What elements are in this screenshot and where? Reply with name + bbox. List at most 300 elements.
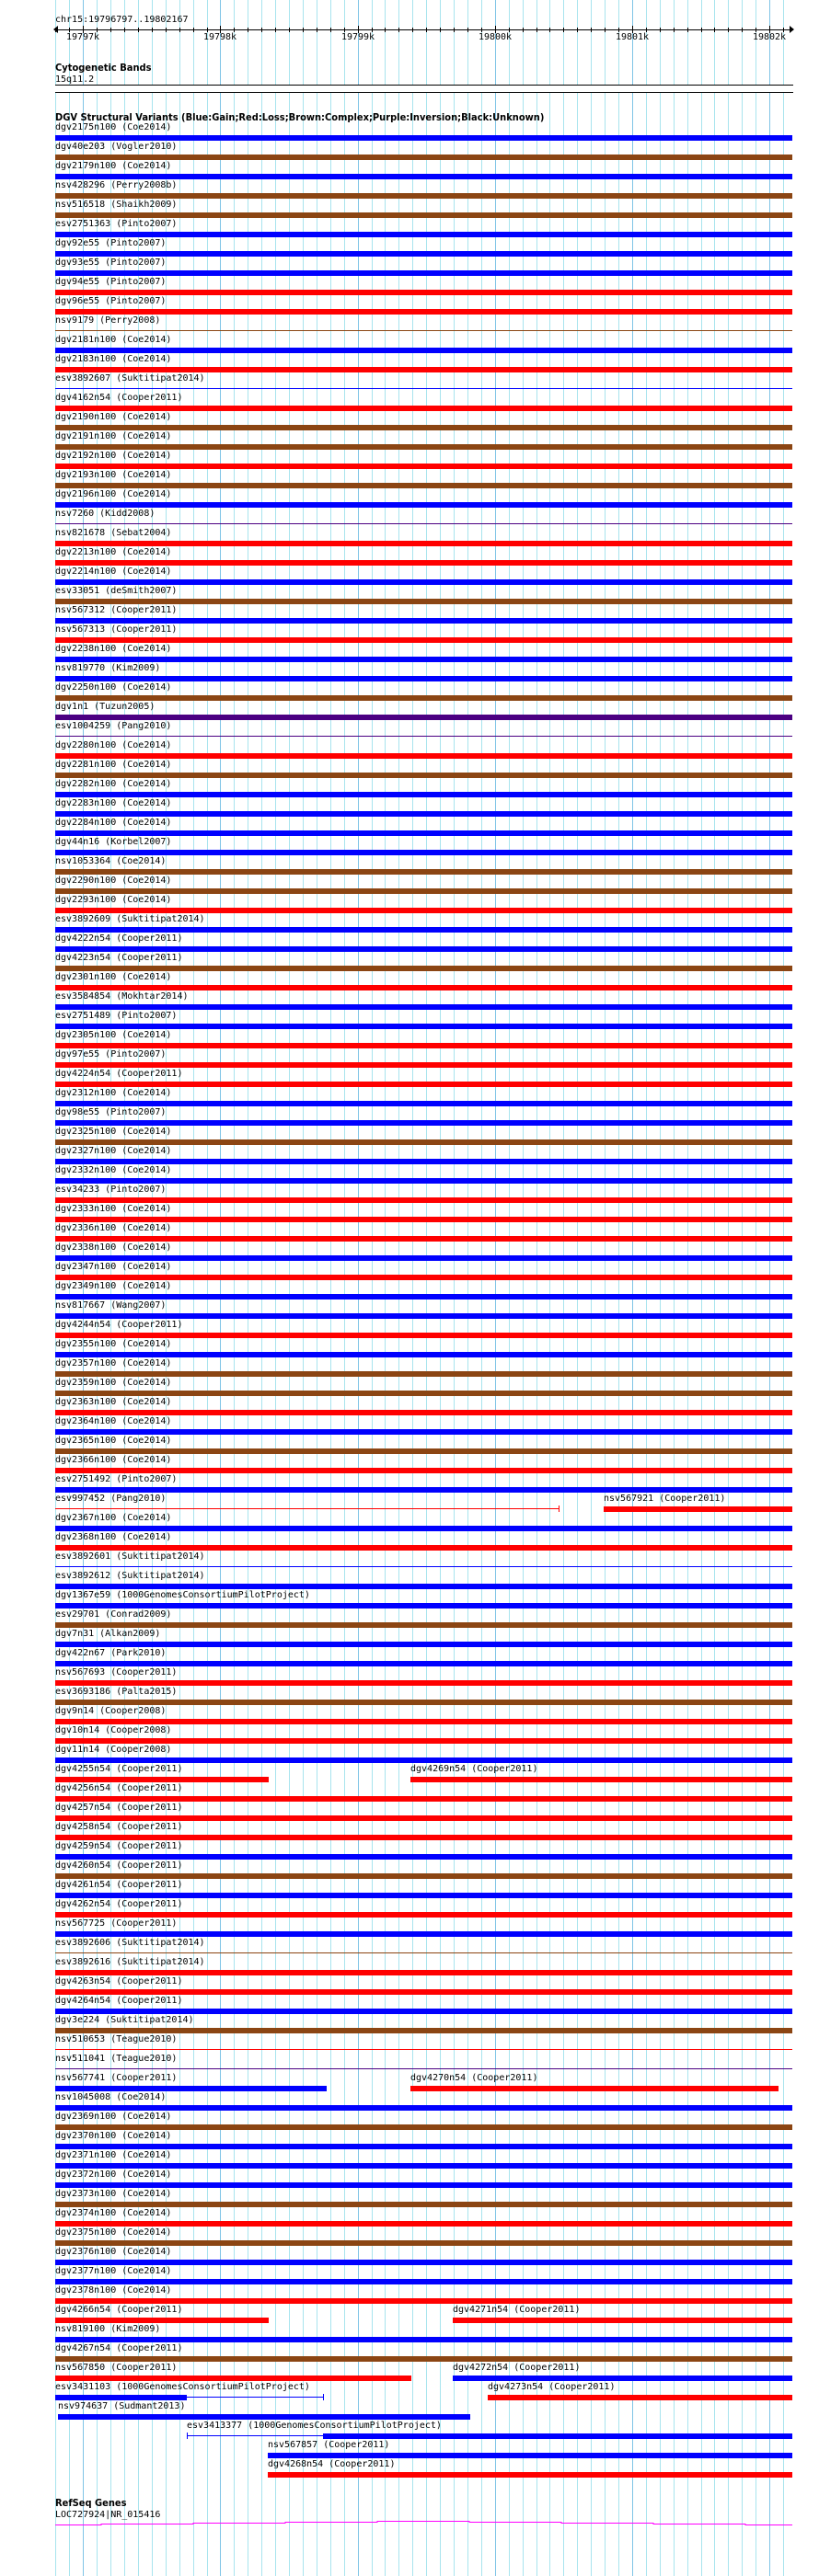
variant-bar[interactable] xyxy=(55,155,792,160)
variant-bar[interactable] xyxy=(55,444,792,450)
variant-label[interactable]: nsv567725 (Cooper2011) xyxy=(55,1918,178,1929)
variant-bar[interactable] xyxy=(55,792,792,797)
variant-bar[interactable] xyxy=(55,1796,792,1802)
variant-bar[interactable] xyxy=(55,232,792,237)
variant-label[interactable]: nsv819770 (Kim2009) xyxy=(55,663,161,673)
variant-label[interactable]: dgv4269n54 (Cooper2011) xyxy=(410,1764,538,1774)
variant-label[interactable]: dgv2370n100 (Coe2014) xyxy=(55,2131,172,2141)
dgv-track-row xyxy=(0,586,819,605)
variant-label[interactable]: nsv1053364 (Coe2014) xyxy=(55,856,167,866)
variant-label[interactable]: dgv4255n54 (Cooper2011) xyxy=(55,1764,183,1774)
variant-label[interactable]: dgv2357n100 (Coe2014) xyxy=(55,1358,172,1368)
refseq-gene-label[interactable]: LOC727924|NR_015416 xyxy=(55,2510,161,2520)
variant-label[interactable]: dgv2378n100 (Coe2014) xyxy=(55,2285,172,2296)
variant-bar[interactable] xyxy=(55,579,792,585)
variant-bar[interactable] xyxy=(55,464,792,469)
variant-bar[interactable] xyxy=(55,869,792,875)
variant-bar[interactable] xyxy=(453,2376,792,2381)
variant-bar[interactable] xyxy=(55,2009,792,2014)
variant-label[interactable]: dgv2374n100 (Coe2014) xyxy=(55,2208,172,2218)
variant-label[interactable]: dgv4258n54 (Cooper2011) xyxy=(55,1822,183,1832)
variant-bar[interactable] xyxy=(55,2298,792,2304)
variant-bar[interactable] xyxy=(55,2105,792,2111)
variant-label[interactable]: esv3693186 (Palta2015) xyxy=(55,1687,178,1697)
variant-bar[interactable] xyxy=(55,773,792,778)
dgv-track-row xyxy=(0,142,819,161)
variant-bar[interactable] xyxy=(55,1139,792,1145)
variant-label[interactable]: nsv974637 (Sudmant2013) xyxy=(58,2401,186,2411)
variant-label[interactable]: dgv2282n100 (Coe2014) xyxy=(55,779,172,789)
dgv-track-row xyxy=(0,1551,819,1571)
variant-label[interactable]: esv3584854 (Mokhtar2014) xyxy=(55,991,189,1002)
variant-label[interactable]: dgv2336n100 (Coe2014) xyxy=(55,1223,172,1233)
variant-bar[interactable] xyxy=(55,1333,792,1338)
dgv-track-row xyxy=(0,972,819,991)
variant-label[interactable]: dgv2327n100 (Coe2014) xyxy=(55,1146,172,1156)
variant-label[interactable]: dgv2305n100 (Coe2014) xyxy=(55,1030,172,1040)
dgv-track-row xyxy=(0,721,819,740)
variant-label[interactable]: dgv2181n100 (Coe2014) xyxy=(55,335,172,345)
variant-bar[interactable] xyxy=(55,1893,792,1898)
variant-label[interactable]: dgv2193n100 (Coe2014) xyxy=(55,470,172,480)
dgv-track-row xyxy=(0,1822,819,1841)
variant-bar[interactable] xyxy=(55,1313,792,1319)
dgv-track-row xyxy=(0,1532,819,1551)
variant-label[interactable]: esv2751492 (Pinto2007) xyxy=(55,1474,178,1484)
variant-label[interactable]: dgv2238n100 (Coe2014) xyxy=(55,644,172,654)
variant-bar[interactable] xyxy=(55,212,792,218)
variant-label[interactable]: dgv9n14 (Cooper2008) xyxy=(55,1706,167,1716)
variant-bar[interactable] xyxy=(55,637,792,643)
variant-label[interactable]: dgv2290n100 (Coe2014) xyxy=(55,876,172,886)
variant-label[interactable]: dgv2368n100 (Coe2014) xyxy=(55,1532,172,1542)
variant-label[interactable]: dgv2375n100 (Coe2014) xyxy=(55,2227,172,2238)
variant-bar[interactable] xyxy=(55,985,792,990)
variant-label[interactable]: dgv4261n54 (Cooper2011) xyxy=(55,1880,183,1890)
variant-bar[interactable] xyxy=(55,908,792,913)
variant-label[interactable]: dgv4162n54 (Cooper2011) xyxy=(55,393,183,403)
variant-bar[interactable] xyxy=(55,1275,792,1280)
ruler-tick xyxy=(742,28,743,32)
variant-label[interactable]: dgv4256n54 (Cooper2011) xyxy=(55,1783,183,1793)
variant-label[interactable]: nsv567313 (Cooper2011) xyxy=(55,624,178,635)
variant-bar[interactable] xyxy=(55,406,792,411)
variant-line[interactable] xyxy=(55,330,792,331)
variant-label[interactable]: dgv92e55 (Pinto2007) xyxy=(55,238,167,248)
variant-bar[interactable] xyxy=(55,676,792,681)
variant-line[interactable] xyxy=(55,1566,792,1567)
dgv-track-row xyxy=(0,1011,819,1030)
variant-bar[interactable] xyxy=(55,1622,792,1628)
variant-bar[interactable] xyxy=(55,309,792,315)
variant-label[interactable]: dgv97e55 (Pinto2007) xyxy=(55,1049,167,1059)
variant-bar[interactable] xyxy=(55,1873,792,1879)
variant-label[interactable]: dgv2301n100 (Coe2014) xyxy=(55,972,172,982)
variant-bar[interactable] xyxy=(55,1468,792,1473)
variant-bar[interactable] xyxy=(55,1815,792,1821)
variant-label[interactable]: nsv821678 (Sebat2004) xyxy=(55,528,172,538)
variant-label[interactable]: dgv10n14 (Cooper2008) xyxy=(55,1725,172,1735)
variant-label[interactable]: nsv819100 (Kim2009) xyxy=(55,2324,161,2334)
variant-label[interactable]: dgv2293n100 (Coe2014) xyxy=(55,895,172,905)
variant-bar[interactable] xyxy=(323,2433,792,2439)
variant-label[interactable]: dgv11n14 (Cooper2008) xyxy=(55,1745,172,1755)
variant-line[interactable] xyxy=(55,523,792,524)
variant-bar[interactable] xyxy=(55,1680,792,1686)
variant-bar[interactable] xyxy=(55,483,792,488)
variant-bar[interactable] xyxy=(55,2240,792,2246)
variant-bar[interactable] xyxy=(55,1294,792,1299)
variant-label[interactable]: dgv2250n100 (Coe2014) xyxy=(55,682,172,693)
variant-bar[interactable] xyxy=(55,2337,792,2342)
variant-label[interactable]: dgv2364n100 (Coe2014) xyxy=(55,1416,172,1426)
dgv-track-row xyxy=(0,1571,819,1590)
variant-label[interactable]: dgv44n16 (Korbel2007) xyxy=(55,837,172,847)
variant-bar[interactable] xyxy=(604,1506,792,1512)
variant-label[interactable]: dgv2183n100 (Coe2014) xyxy=(55,354,172,364)
variant-line[interactable] xyxy=(55,388,792,389)
variant-label[interactable]: esv2751363 (Pinto2007) xyxy=(55,219,178,229)
variant-label[interactable]: dgv4224n54 (Cooper2011) xyxy=(55,1069,183,1079)
variant-bar[interactable] xyxy=(55,1178,792,1184)
variant-bar[interactable] xyxy=(55,1700,792,1705)
variant-label[interactable]: dgv4260n54 (Cooper2011) xyxy=(55,1860,183,1871)
variant-bar[interactable] xyxy=(55,2028,792,2033)
variant-bar[interactable] xyxy=(55,541,792,546)
variant-label[interactable]: nsv567857 (Cooper2011) xyxy=(268,2440,390,2450)
variant-label[interactable]: dgv2191n100 (Coe2014) xyxy=(55,431,172,441)
variant-bar[interactable] xyxy=(55,1371,792,1377)
variant-label[interactable]: dgv4273n54 (Cooper2011) xyxy=(488,2382,616,2392)
dgv-track-row xyxy=(0,1204,819,1223)
variant-label[interactable]: dgv2369n100 (Coe2014) xyxy=(55,2112,172,2122)
variant-bar[interactable] xyxy=(55,695,792,701)
variant-bar[interactable] xyxy=(55,1719,792,1724)
variant-label[interactable]: esv3431103 (1000GenomesConsortiumPilotProject) xyxy=(55,2382,310,2392)
dgv-track-row xyxy=(0,2208,819,2227)
dgv-track-row xyxy=(0,1416,819,1436)
variant-label[interactable]: esv33051 (deSmith2007) xyxy=(55,586,178,596)
cytoband-band-15q11.2[interactable] xyxy=(55,85,793,93)
variant-label[interactable]: dgv2347n100 (Coe2014) xyxy=(55,1262,172,1272)
variant-label[interactable]: dgv4271n54 (Cooper2011) xyxy=(453,2305,581,2315)
variant-label[interactable]: dgv2214n100 (Coe2014) xyxy=(55,567,172,577)
variant-label[interactable]: nsv1045008 (Coe2014) xyxy=(55,2092,167,2102)
variant-label[interactable]: dgv2213n100 (Coe2014) xyxy=(55,547,172,557)
dgv-track-row xyxy=(0,2092,819,2112)
variant-label[interactable]: dgv2283n100 (Coe2014) xyxy=(55,798,172,808)
variant-label[interactable]: dgv2281n100 (Coe2014) xyxy=(55,760,172,770)
variant-bar[interactable] xyxy=(55,2279,792,2284)
variant-bar[interactable] xyxy=(55,1835,792,1840)
variant-bar[interactable] xyxy=(55,715,792,720)
variant-bar[interactable] xyxy=(55,599,792,604)
variant-label[interactable]: dgv2192n100 (Coe2014) xyxy=(55,451,172,461)
variant-label[interactable]: dgv4259n54 (Cooper2011) xyxy=(55,1841,183,1851)
variant-label[interactable]: dgv4222n54 (Cooper2011) xyxy=(55,933,183,944)
variant-bar[interactable] xyxy=(55,1526,792,1531)
variant-line[interactable] xyxy=(55,1508,559,1509)
variant-bar[interactable] xyxy=(55,966,792,971)
variant-bar[interactable] xyxy=(55,174,792,179)
variant-bar[interactable] xyxy=(55,2318,269,2323)
variant-label[interactable]: dgv4257n54 (Cooper2011) xyxy=(55,1803,183,1813)
variant-bar[interactable] xyxy=(55,1854,792,1860)
variant-bar[interactable] xyxy=(55,1352,792,1357)
variant-label[interactable]: dgv4244n54 (Cooper2011) xyxy=(55,1320,183,1330)
variant-label[interactable]: esv3892616 (Suktitipat2014) xyxy=(55,1957,205,1967)
variant-label[interactable]: nsv9179 (Perry2008) xyxy=(55,315,161,326)
variant-bar[interactable] xyxy=(55,1448,792,1454)
variant-label[interactable]: dgv4267n54 (Cooper2011) xyxy=(55,2343,183,2353)
variant-label[interactable]: esv3892601 (Suktitipat2014) xyxy=(55,1551,205,1562)
variant-label[interactable]: dgv2372n100 (Coe2014) xyxy=(55,2170,172,2180)
variant-bar[interactable] xyxy=(55,1661,792,1666)
variant-label[interactable]: dgv2333n100 (Coe2014) xyxy=(55,1204,172,1214)
variant-bar[interactable] xyxy=(55,1159,792,1164)
variant-bar[interactable] xyxy=(55,1410,792,1415)
variant-bar[interactable] xyxy=(55,830,792,836)
variant-label[interactable]: nsv428296 (Perry2008b) xyxy=(55,180,178,190)
variant-label[interactable]: dgv4223n54 (Cooper2011) xyxy=(55,953,183,963)
variant-label[interactable]: dgv2367n100 (Coe2014) xyxy=(55,1513,172,1523)
dgv-track-row xyxy=(0,412,819,431)
dgv-track-row xyxy=(0,1378,819,1397)
variant-bar[interactable] xyxy=(55,1236,792,1242)
variant-label[interactable]: dgv2349n100 (Coe2014) xyxy=(55,1281,172,1291)
variant-label[interactable]: dgv2359n100 (Coe2014) xyxy=(55,1378,172,1388)
variant-label[interactable]: dgv2325n100 (Coe2014) xyxy=(55,1127,172,1137)
variant-label[interactable]: dgv2190n100 (Coe2014) xyxy=(55,412,172,422)
variant-label[interactable]: esv3892612 (Suktitipat2014) xyxy=(55,1571,205,1581)
variant-label[interactable]: nsv567921 (Cooper2011) xyxy=(604,1494,726,1504)
variant-label[interactable]: dgv4270n54 (Cooper2011) xyxy=(410,2073,538,2083)
coordinate-ruler[interactable] xyxy=(0,0,819,55)
variant-label[interactable]: nsv567850 (Cooper2011) xyxy=(55,2363,178,2373)
variant-label[interactable]: esv3892609 (Suktitipat2014) xyxy=(55,914,205,924)
variant-bar[interactable] xyxy=(55,850,792,855)
refseq-gene-LOC727924[interactable] xyxy=(0,2515,819,2528)
variant-bar[interactable] xyxy=(55,1642,792,1647)
variant-bar[interactable] xyxy=(55,2124,792,2130)
variant-label[interactable]: dgv2338n100 (Coe2014) xyxy=(55,1242,172,1253)
dgv-track-row xyxy=(0,1165,819,1185)
variant-label[interactable]: dgv2312n100 (Coe2014) xyxy=(55,1088,172,1098)
variant-bar[interactable] xyxy=(55,1584,792,1589)
variant-bar[interactable] xyxy=(410,1777,792,1782)
variant-label[interactable]: dgv2373n100 (Coe2014) xyxy=(55,2189,172,2199)
variant-bar[interactable] xyxy=(55,2202,792,2207)
dgv-track-row xyxy=(0,1223,819,1242)
variant-bar[interactable] xyxy=(55,618,792,624)
variant-label[interactable]: nsv567741 (Cooper2011) xyxy=(55,2073,178,2083)
dgv-track-row xyxy=(0,779,819,798)
variant-bar[interactable] xyxy=(55,1043,792,1048)
variant-label[interactable]: dgv2365n100 (Coe2014) xyxy=(55,1436,172,1446)
variant-bar[interactable] xyxy=(55,1101,792,1106)
variant-bar[interactable] xyxy=(453,2318,792,2323)
variant-bar[interactable] xyxy=(55,657,792,662)
variant-line[interactable] xyxy=(55,736,792,737)
variant-label[interactable]: nsv567312 (Cooper2011) xyxy=(55,605,178,615)
variant-bar[interactable] xyxy=(55,2356,792,2362)
variant-bar[interactable] xyxy=(55,251,792,257)
variant-bar[interactable] xyxy=(55,2376,411,2381)
variant-label[interactable]: nsv511041 (Teague2010) xyxy=(55,2054,178,2064)
variant-bar[interactable] xyxy=(55,290,792,295)
variant-label[interactable]: esv3413377 (1000GenomesConsortiumPilotProject) xyxy=(187,2421,442,2431)
variant-label[interactable]: dgv1n1 (Tuzun2005) xyxy=(55,702,156,712)
variant-label[interactable]: dgv3e224 (Suktitipat2014) xyxy=(55,2015,194,2025)
variant-label[interactable]: dgv4272n54 (Cooper2011) xyxy=(453,2363,581,2373)
variant-label[interactable]: dgv93e55 (Pinto2007) xyxy=(55,258,167,268)
variant-bar[interactable] xyxy=(55,1970,792,1975)
variant-label[interactable]: dgv2284n100 (Coe2014) xyxy=(55,818,172,828)
variant-bar[interactable] xyxy=(410,2086,779,2091)
variant-bar[interactable] xyxy=(55,502,792,508)
variant-bar[interactable] xyxy=(55,193,792,199)
variant-label[interactable]: dgv2332n100 (Coe2014) xyxy=(55,1165,172,1175)
variant-bar[interactable] xyxy=(55,927,792,933)
variant-bar[interactable] xyxy=(55,1024,792,1029)
variant-bar[interactable] xyxy=(55,811,792,817)
dgv-track-row xyxy=(0,1764,819,1783)
variant-bar[interactable] xyxy=(55,2144,792,2149)
variant-label[interactable]: dgv7n31 (Alkan2009) xyxy=(55,1629,161,1639)
variant-bar[interactable] xyxy=(268,2472,792,2478)
variant-label[interactable]: dgv4263n54 (Cooper2011) xyxy=(55,1976,183,1986)
dgv-track-row xyxy=(0,1358,819,1378)
variant-label[interactable]: dgv4268n54 (Cooper2011) xyxy=(268,2459,396,2469)
variant-bar[interactable] xyxy=(58,2414,470,2420)
variant-bar[interactable] xyxy=(268,2453,792,2458)
variant-label[interactable]: dgv4266n54 (Cooper2011) xyxy=(55,2305,183,2315)
variant-bar[interactable] xyxy=(55,270,792,276)
variant-start-tick xyxy=(187,2433,188,2439)
variant-bar[interactable] xyxy=(55,2260,792,2265)
variant-line[interactable] xyxy=(55,2068,792,2069)
location-label: chr15:19796797..19802167 xyxy=(55,15,189,25)
variant-label[interactable]: esv997452 (Pang2010) xyxy=(55,1494,167,1504)
variant-label[interactable]: dgv2355n100 (Coe2014) xyxy=(55,1339,172,1349)
variant-bar[interactable] xyxy=(55,1217,792,1222)
dgv-track-row xyxy=(0,1629,819,1648)
variant-label[interactable]: dgv4262n54 (Cooper2011) xyxy=(55,1899,183,1909)
variant-label[interactable]: esv3892607 (Suktitipat2014) xyxy=(55,373,205,384)
variant-bar[interactable] xyxy=(55,1738,792,1744)
variant-bar[interactable] xyxy=(55,1004,792,1010)
variant-bar[interactable] xyxy=(55,1989,792,1995)
variant-bar[interactable] xyxy=(55,1757,792,1763)
dgv-track-row xyxy=(0,2324,819,2343)
variant-label[interactable]: dgv94e55 (Pinto2007) xyxy=(55,277,167,287)
variant-label[interactable]: dgv2363n100 (Coe2014) xyxy=(55,1397,172,1407)
variant-bar[interactable] xyxy=(55,367,792,372)
variant-line[interactable] xyxy=(55,1952,792,1953)
variant-bar[interactable] xyxy=(55,1603,792,1609)
variant-label[interactable]: nsv510653 (Teague2010) xyxy=(55,2034,178,2044)
dgv-track-row xyxy=(0,644,819,663)
variant-label[interactable]: dgv2280n100 (Coe2014) xyxy=(55,740,172,750)
variant-bar[interactable] xyxy=(55,2182,792,2188)
variant-label[interactable]: dgv2366n100 (Coe2014) xyxy=(55,1455,172,1465)
dgv-track-row xyxy=(0,2401,819,2421)
variant-bar[interactable] xyxy=(55,425,792,430)
variant-bar[interactable] xyxy=(55,753,792,759)
variant-bar[interactable] xyxy=(55,1391,792,1396)
variant-bar[interactable] xyxy=(55,1912,792,1918)
ruler-tick xyxy=(152,28,153,32)
variant-bar[interactable] xyxy=(55,2395,187,2400)
variant-bar[interactable] xyxy=(55,348,792,353)
ruler-tick xyxy=(714,28,715,32)
variant-label[interactable]: dgv2179n100 (Coe2014) xyxy=(55,161,172,171)
variant-bar[interactable] xyxy=(55,1255,792,1261)
dgv-track-row xyxy=(0,2131,819,2150)
dgv-track-row xyxy=(0,837,819,856)
variant-label[interactable]: dgv2175n100 (Coe2014) xyxy=(55,122,172,132)
variant-bar[interactable] xyxy=(55,1487,792,1493)
variant-label[interactable]: esv1004259 (Pang2010) xyxy=(55,721,172,731)
variant-label[interactable]: nsv7260 (Kidd2008) xyxy=(55,509,156,519)
variant-bar[interactable] xyxy=(55,1429,792,1435)
variant-label[interactable]: dgv2196n100 (Coe2014) xyxy=(55,489,172,499)
dgv-track-row xyxy=(0,451,819,470)
dgv-track-row xyxy=(0,1938,819,1957)
variant-label[interactable]: esv34233 (Pinto2007) xyxy=(55,1185,167,1195)
dgv-track-row xyxy=(0,1088,819,1107)
variant-line[interactable] xyxy=(55,2049,792,2050)
variant-label[interactable]: nsv817667 (Wang2007) xyxy=(55,1300,167,1311)
variant-bar[interactable] xyxy=(488,2395,792,2400)
variant-label[interactable]: dgv40e203 (Vogler2010) xyxy=(55,142,178,152)
variant-bar[interactable] xyxy=(55,1082,792,1087)
variant-bar[interactable] xyxy=(55,1062,792,1068)
dgv-track-row xyxy=(0,509,819,528)
variant-label[interactable]: dgv422n67 (Park2010) xyxy=(55,1648,167,1658)
dgv-track-row xyxy=(0,2459,819,2479)
variant-label[interactable]: dgv1367e59 (1000GenomesConsortiumPilotProject) xyxy=(55,1590,310,1600)
variant-bar[interactable] xyxy=(55,2086,327,2091)
variant-bar[interactable] xyxy=(55,2163,792,2169)
variant-bar[interactable] xyxy=(55,1120,792,1126)
variant-bar[interactable] xyxy=(55,1931,792,1937)
variant-label[interactable]: dgv2376n100 (Coe2014) xyxy=(55,2247,172,2257)
variant-bar[interactable] xyxy=(55,946,792,952)
variant-label[interactable]: esv29701 (Conrad2009) xyxy=(55,1609,172,1620)
dgv-track-row xyxy=(0,489,819,509)
variant-label[interactable]: dgv4264n54 (Cooper2011) xyxy=(55,1996,183,2006)
variant-label[interactable]: nsv516518 (Shaikh2009) xyxy=(55,200,178,210)
variant-label[interactable]: dgv2377n100 (Coe2014) xyxy=(55,2266,172,2276)
variant-label[interactable]: dgv96e55 (Pinto2007) xyxy=(55,296,167,306)
variant-bar[interactable] xyxy=(55,560,792,566)
variant-bar[interactable] xyxy=(55,888,792,894)
variant-bar[interactable] xyxy=(55,2221,792,2227)
variant-label[interactable]: dgv98e55 (Pinto2007) xyxy=(55,1107,167,1117)
dgv-track-row xyxy=(0,161,819,180)
variant-label[interactable]: dgv2371n100 (Coe2014) xyxy=(55,2150,172,2160)
variant-bar[interactable] xyxy=(55,1197,792,1203)
variant-label[interactable]: esv2751489 (Pinto2007) xyxy=(55,1011,178,1021)
variant-label[interactable]: esv3892606 (Suktitipat2014) xyxy=(55,1938,205,1948)
variant-label[interactable]: nsv567693 (Cooper2011) xyxy=(55,1667,178,1677)
variant-bar[interactable] xyxy=(55,135,792,141)
variant-bar[interactable] xyxy=(55,1777,269,1782)
variant-bar[interactable] xyxy=(55,1545,792,1551)
ruler-tick xyxy=(674,28,675,32)
ruler-tick-label: 19801k xyxy=(615,32,650,42)
